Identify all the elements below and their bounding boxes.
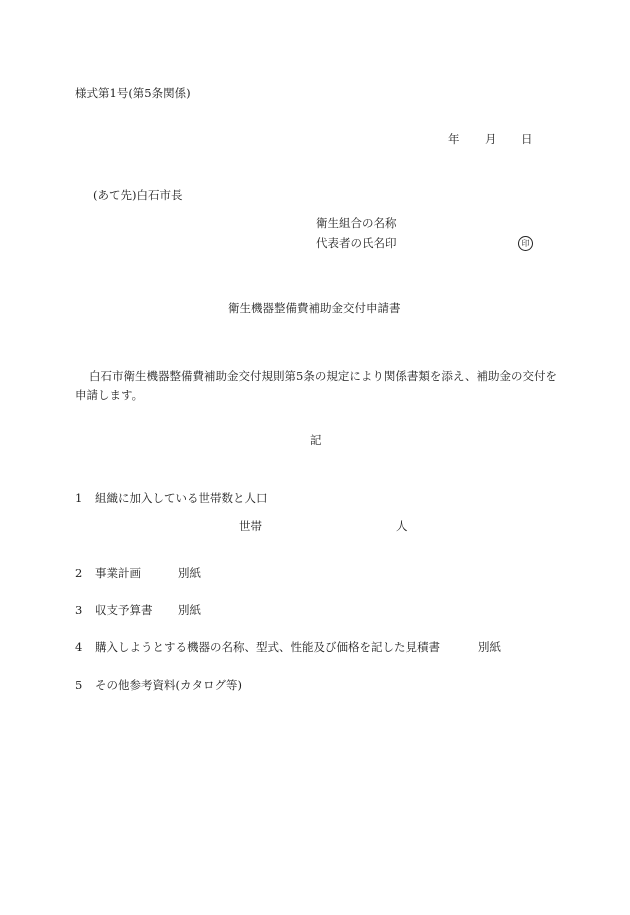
item-number: 3 xyxy=(75,603,83,617)
item-text: 組織に加入している世帯数と人口 xyxy=(95,491,268,505)
item-note: 別紙 xyxy=(478,640,501,654)
org-name-label: 衛生組合の名称 xyxy=(316,216,397,230)
item-number: 2 xyxy=(75,566,83,580)
item-number: 4 xyxy=(75,640,83,654)
seal-mark: 印 xyxy=(518,236,533,251)
item-number: 1 xyxy=(75,491,83,505)
item-text: 収支予算書 xyxy=(95,603,153,617)
date-year: 年 xyxy=(448,132,460,146)
item-text: 購入しようとする機器の名称、型式、性能及び価格を記した見積書 xyxy=(95,640,440,654)
item-note: 別紙 xyxy=(178,603,201,617)
ki-heading: 記 xyxy=(310,433,322,447)
item-number: 5 xyxy=(75,678,83,692)
form-number: 様式第1号(第5条関係) xyxy=(75,86,191,100)
rep-name-label: 代表者の氏名印 xyxy=(316,236,397,250)
date-day: 日 xyxy=(521,132,533,146)
item-text: その他参考資料(カタログ等) xyxy=(95,678,242,692)
person-unit: 人 xyxy=(396,519,408,533)
body-paragraph: 白石市衛生機器整備費補助金交付規則第5条の規定により関係書類を添え、補助金の交付を申請します。 xyxy=(75,369,558,402)
addressee: (あて先)白石市長 xyxy=(93,188,183,202)
document-title: 衛生機器整備費補助金交付申請書 xyxy=(228,301,401,315)
date-month: 月 xyxy=(485,132,497,146)
item-text: 事業計画 xyxy=(95,566,141,580)
household-unit: 世帯 xyxy=(239,519,262,533)
item-note: 別紙 xyxy=(178,566,201,580)
